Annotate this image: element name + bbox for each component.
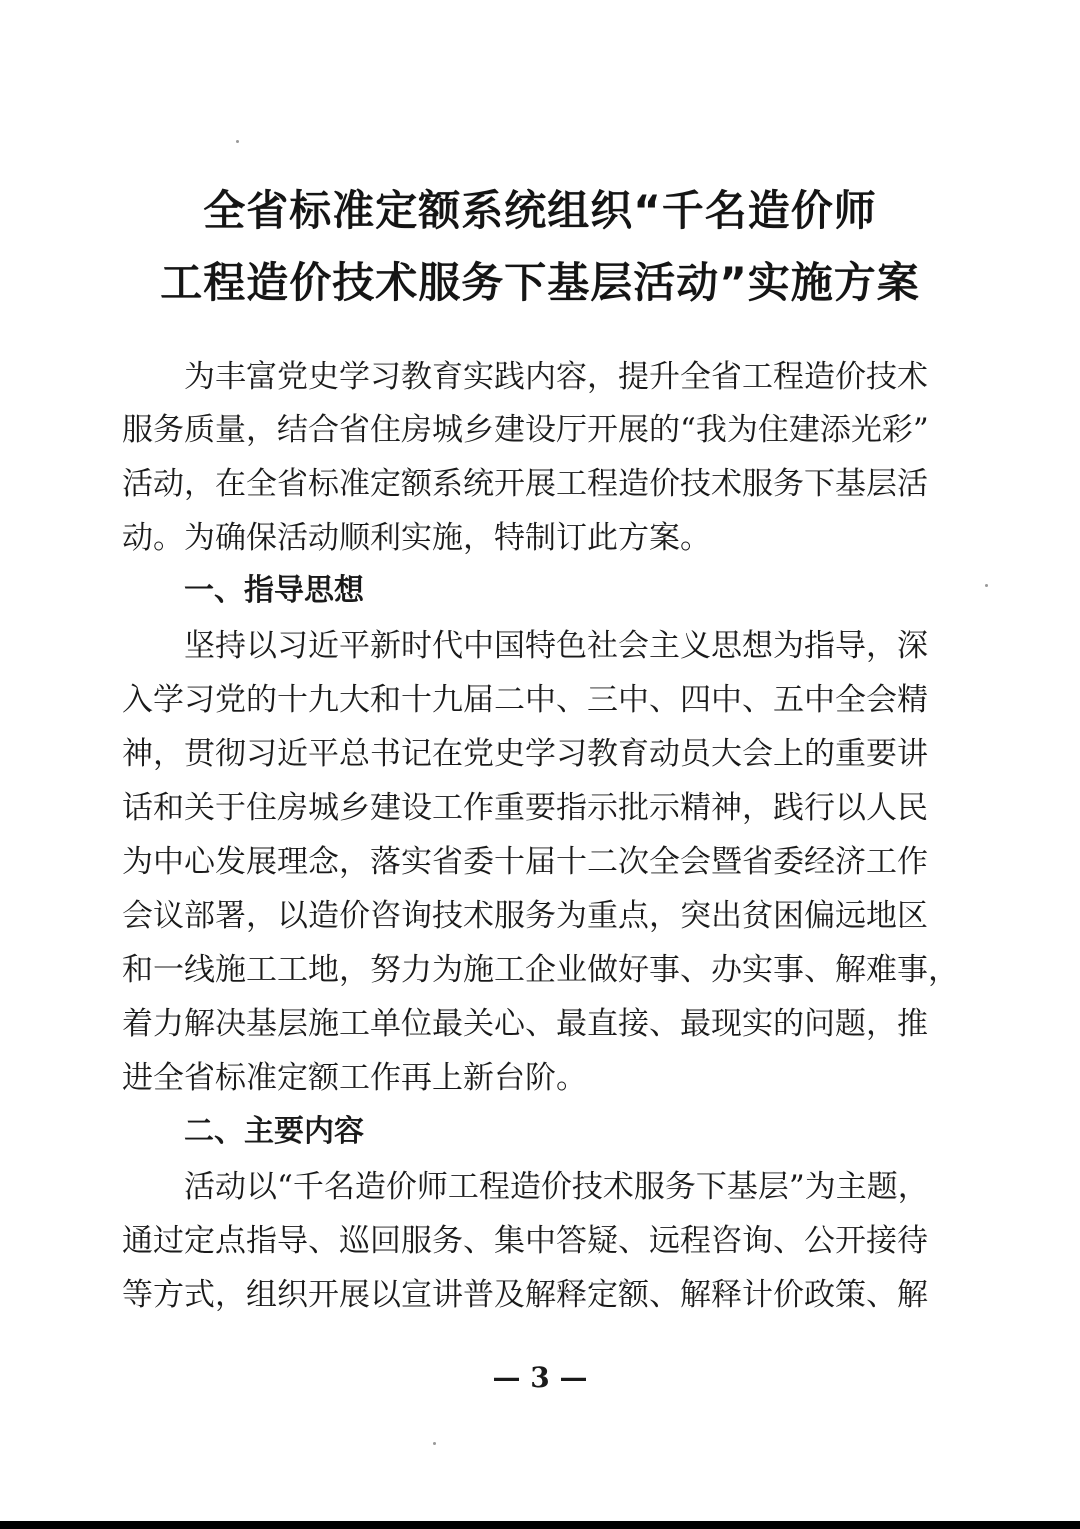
- section1-paragraph-line: 着力解决基层施工单位最关心、最直接、最现实的问题，推: [122, 1006, 928, 1042]
- section-heading-guiding-ideology: 一、指导思想: [184, 573, 364, 608]
- document-title-line-2: 工程造价技术服务下基层活动”实施方案: [160, 258, 920, 307]
- section2-paragraph-line: 活动以“千名造价师工程造价技术服务下基层”为主题，: [184, 1169, 929, 1205]
- section2-paragraph-line: 等方式，组织开展以宣讲普及解释定额、解释计价政策、解: [122, 1277, 928, 1313]
- scan-speck: [433, 1442, 436, 1445]
- section-heading-main-content: 二、主要内容: [184, 1114, 364, 1149]
- section1-paragraph-line: 进全省标准定额工作再上新台阶。: [122, 1060, 587, 1096]
- section1-paragraph-line: 神，贯彻习近平总书记在党史学习教育动员大会上的重要讲: [122, 736, 928, 772]
- section1-paragraph-line: 入学习党的十九大和十九届二中、三中、四中、五中全会精: [122, 682, 928, 718]
- intro-paragraph-line: 动。为确保活动顺利实施，特制订此方案。: [122, 520, 711, 556]
- scan-bottom-edge: [0, 1521, 1080, 1529]
- intro-paragraph-line: 活动，在全省标准定额系统开展工程造价技术服务下基层活: [122, 466, 928, 502]
- section1-paragraph-line: 为中心发展理念，落实省委十届十二次全会暨省委经济工作: [122, 844, 928, 880]
- scan-speck: [985, 584, 988, 587]
- section2-paragraph-line: 通过定点指导、巡回服务、集中答疑、远程咨询、公开接待: [122, 1223, 928, 1259]
- section1-paragraph-line: 话和关于住房城乡建设工作重要指示批示精神，践行以人民: [122, 790, 928, 826]
- scan-speck: [236, 140, 239, 143]
- section1-paragraph-line: 会议部署，以造价咨询技术服务为重点，突出贫困偏远地区: [122, 898, 928, 934]
- document-title-line-1: 全省标准定额系统组织“千名造价师: [203, 186, 877, 235]
- intro-paragraph-line: 服务质量，结合省住房城乡建设厅开展的“我为住建添光彩”: [122, 412, 929, 448]
- section1-paragraph-line: 坚持以习近平新时代中国特色社会主义思想为指导，深: [184, 628, 928, 664]
- section1-paragraph-line: 和一线施工工地，努力为施工企业做好事、办实事、解难事，: [122, 952, 959, 988]
- intro-paragraph-line: 为丰富党史学习教育实践内容，提升全省工程造价技术: [184, 359, 928, 395]
- page-number: — 3 —: [492, 1361, 588, 1394]
